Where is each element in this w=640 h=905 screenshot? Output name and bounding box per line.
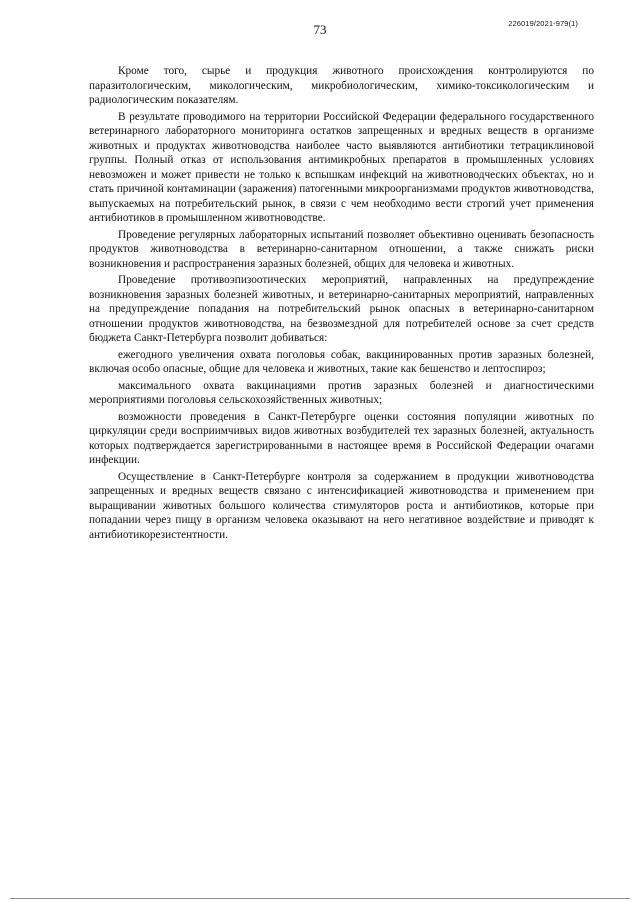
paragraph-raw-materials-control: Кроме того, сырье и продукция животного происхождения контролируются по паразитологическим, микологическим, микробиологическим, химико-токсикологическим и радиологическим показателям. [89,65,594,106]
paragraph-antiepizootic-measures: Проведение противоэпизоотических мероприятий, направленных на предупреждение возникновения заразных болезней животных, и ветеринарно-санитарных мероприятий, направленных на предупреждение попадания на потребительский рынок опасных в ветеринарно-санитарном отношении продуктов животноводства, на безвозмездной для потребителей основе за счет средств бюджета Санкт-Петербурга позволит добиваться: [89,274,594,344]
paragraph-population-assessment: возможности проведения в Санкт-Петербурге оценки состояния популяции животных по циркуляции среди восприимчивых видов животных возбудителей тех заразных болезней, актуальность которых подтверждается зарегистрированными в настоящее время в Российской Федерации очагами инфекции. [89,410,594,466]
document-body [89,64,594,544]
paragraph-laboratory-testing: Проведение регулярных лабораторных испытаний позволяет объективно оценивать безопасность продуктов животноводства в ветеринарно-санитарном отношении, а также снижать риски возникновения и распространения заразных болезней, общих для человека и животных. [89,228,594,270]
paragraph-dog-vaccination: ежегодного увеличения охвата поголовья собак, вакцинированных против заразных болезней, включая особо опасные, общие для человека и животных, такие как бешенство и лептоспироз; [89,348,594,375]
bottom-divider [10,898,630,899]
paragraph-monitoring-results: В результате проводимого на территории Российской Федерации федерального государственного ветеринарного лабораторного мониторинга остатков запрещенных и вредных веществ в организме животных и продуктах животноводства наиболее часто выявляются антибиотики тетрациклиновой группы. Полный отказ от использования антимикробных препаратов в промышленных условиях невозможен и может привести не только к вспышкам инфекций на животноводческих объектах, но и стать причиной контаминации (заражения) патогенными микроорганизмами продуктов животноводства, выпускаемых на потребительский рынок, в связи с чем необходимо вести строгий учет применения антибиотиков в промышленном животноводстве. [89,110,594,224]
document-reference: 226019/2021-979(1) [508,19,578,28]
paragraph-livestock-vaccination: максимального охвата вакцинациями против заразных болезней и диагностическими мероприятиями поголовья сельскохозяйственных животных; [89,379,594,406]
page-number: 73 [313,22,327,37]
paragraph-control-substances: Осуществление в Санкт-Петербурге контроля за содержанием в продукции животноводства запрещенных и вредных веществ связано с интенсификацией животноводства и применением при выращивании животных большого количества стимуляторов роста и антибиотиков, которые при попадании через пищу в организм человека оказывают на него негативное воздействие и приводят к антибиотикорезистентности. [89,470,594,541]
